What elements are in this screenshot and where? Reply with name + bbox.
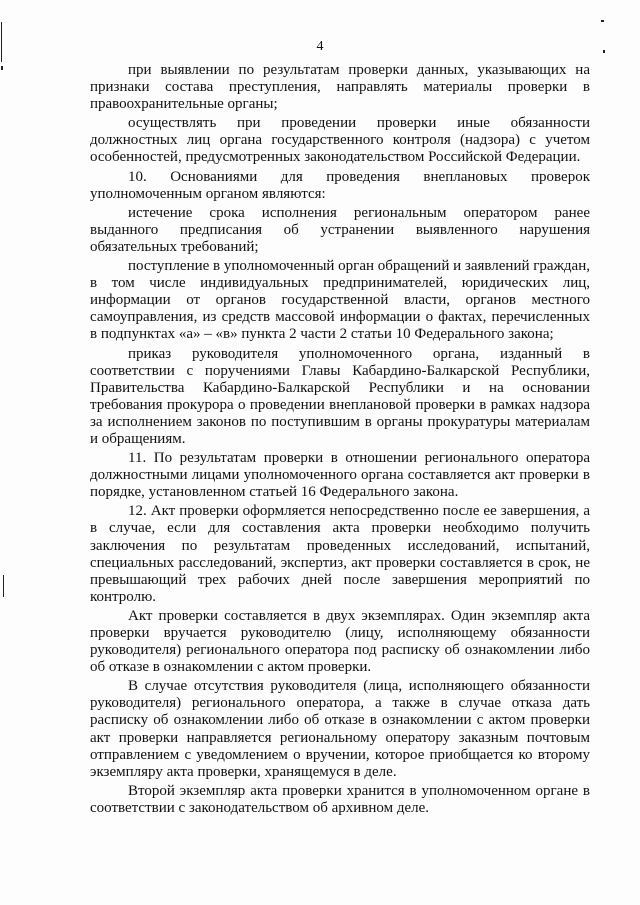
paragraph-item-12: 12. Акт проверки оформляется непосредственно после ее завершения, а в случае, если для составления акта проверки необходимо получить заключения по результатам проведенных исследований, испытаний, специальных расследований, экспертиз, акт проверки составляется в срок, не превышающий трех рабочих дней после завершения мероприятий по контролю.	[90, 503, 590, 605]
document-body	[90, 62, 590, 819]
paragraph-ground-citizen-appeals: поступление в уполномоченный орган обращений и заявлений граждан, в том числе индивидуальных предпринимателей, юридических лиц, информации от органов государственной власти, органов местного самоуправления, из средств массовой информации о фактах, перечисленных в подпунктах «а» – «в» пункта 2 части 2 статьи 10 Федерального закона;	[90, 258, 590, 343]
page-number: 4	[316, 39, 324, 54]
paragraph-other-duties: осуществлять при проведении проверки иные обязанности должностных лиц органа государственного контроля (надзора) с учетом особенностей, предусмотренных законодательством Российской Федерации.	[90, 115, 590, 166]
paragraph-ground-expired-order: истечение срока исполнения региональным оператором ранее выданного предписания об устранении выявленного нарушения обязательных требований;	[90, 204, 590, 255]
paragraph-second-copy: Второй экземпляр акта проверки хранится в уполномоченном органе в соответствии с законодательством об архивном деле.	[90, 782, 590, 816]
paragraph-item-10: 10. Основаниями для проведения внеплановых проверок уполномоченным органом являются:	[90, 168, 590, 202]
paragraph-report-to-law-enforcement: при выявлении по результатам проверки данных, указывающих на признаки состава преступления, направлять материалы проверки в правоохранительные органы;	[90, 62, 590, 113]
scan-artifact	[1, 66, 3, 70]
paragraph-absence-of-director: В случае отсутствия руководителя (лица, исполняющего обязанности руководителя) регионального оператора, а также в случае отказа дать расписку об ознакомлении либо об отказе в ознакомлении с актом проверки акт проверки направляется региональному оператору заказным почтовым отправлением с уведомлением о вручении, которое приобщается ко второму экземпляру акта проверки, хранящемуся в деле.	[90, 678, 590, 780]
paragraph-item-11: 11. По результатам проверки в отношении регионального оператора должностными лицами уполномоченного органа составляется акт проверки в порядке, установленном статьей 16 Федерального закона.	[90, 450, 590, 501]
paragraph-two-copies: Акт проверки составляется в двух экземплярах. Один экземпляр акта проверки вручается руководителю (лицу, исполняющему обязанности руководителя) регионального оператора под расписку об ознакомлении либо об отказе в ознакомлении с актом проверки.	[90, 607, 590, 676]
paragraph-ground-order: приказ руководителя уполномоченного органа, изданный в соответствии с поручениями Главы Кабардино-Балкарской Республики, Правительства Кабардино-Балкарской Республики и на основании требования прокурора о проведении внеплановой проверки в рамках надзора за исполнением законов по поступившим в органы прокуратуры материалам и обращениям.	[90, 345, 590, 447]
scan-artifact	[601, 20, 604, 22]
scan-artifact	[3, 575, 4, 597]
